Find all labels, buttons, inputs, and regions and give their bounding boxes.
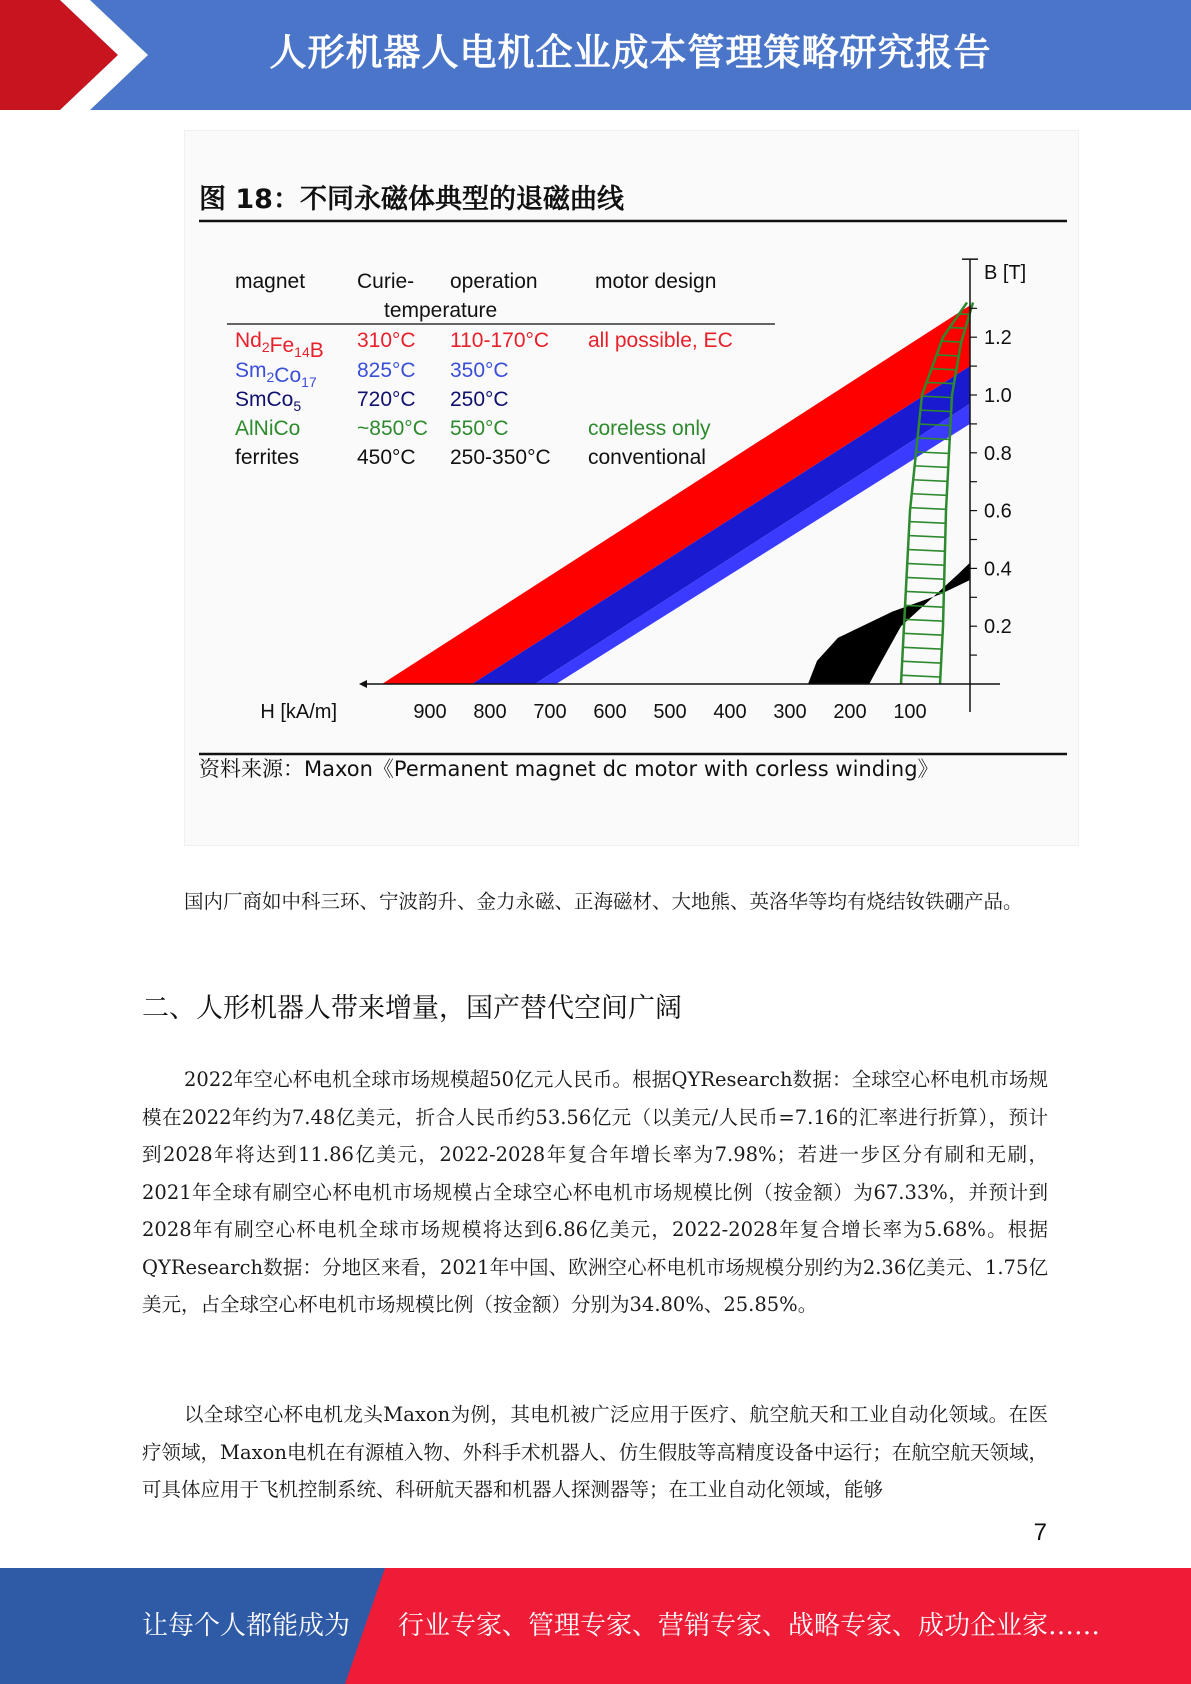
table-magnet-name: $Nd_2Fe_{14}B$	[235, 329, 324, 362]
table-header-curie-2: temperature	[384, 299, 498, 322]
table-operation-temp: 110-170°C	[450, 329, 550, 352]
figure-title: 图 18：不同永磁体典型的退磁曲线	[199, 184, 624, 215]
x-axis-label: H [kA/m]	[260, 701, 337, 723]
figure-source: 资料来源：Maxon《Permanent magnet dc motor with corless winding》	[199, 757, 939, 781]
alnico-hatch-line	[830, 546, 1000, 554]
alnico-hatch-line	[830, 560, 1000, 568]
alnico-hatch-line	[830, 574, 1000, 582]
y-axis-label: B [T]	[984, 262, 1027, 285]
x-tick-label: 100	[893, 701, 927, 723]
x-tick-label: 800	[473, 701, 507, 723]
table-header-operation: operation	[450, 270, 538, 293]
y-tick-label: 0.2	[984, 616, 1012, 639]
table-operation-temp: 550°C	[450, 417, 509, 440]
table-operation-temp: 250-350°C	[450, 446, 551, 469]
x-tick-label: 300	[773, 701, 807, 723]
alnico-hatch-line	[830, 294, 1000, 302]
table-header-design: motor design	[595, 270, 717, 293]
table-header-magnet: magnet	[235, 270, 306, 293]
alnico-hatch-line	[830, 588, 1000, 596]
alnico-hatch-line	[830, 308, 1000, 316]
table-magnet-name: SmCo$_5$	[235, 388, 302, 414]
x-tick-label: 700	[533, 701, 567, 723]
table-curie-temp: 825°C	[357, 359, 416, 382]
series-ferrites	[808, 563, 970, 684]
alnico-hatch-line	[830, 616, 1000, 624]
x-tick-label: 900	[413, 701, 447, 723]
y-tick-label: 0.8	[984, 442, 1012, 465]
x-tick-label: 200	[833, 701, 867, 723]
table-header-curie: Curie-	[357, 270, 415, 293]
alnico-hatch-line	[830, 532, 1000, 540]
page-header	[0, 0, 1191, 110]
figure-18	[184, 130, 1079, 846]
x-axis-arrow	[359, 680, 367, 688]
report-title: 人形机器人电机企业成本管理策略研究报告	[269, 31, 992, 74]
y-tick-label: 1.2	[984, 327, 1012, 350]
table-motor-design: conventional	[588, 446, 706, 469]
table-magnet-name: AlNiCo	[235, 417, 301, 440]
page-number: 7	[1033, 1519, 1047, 1546]
table-magnet-name: $Sm_2Co_{17}$	[235, 359, 317, 390]
table-curie-temp: 720°C	[357, 388, 416, 411]
table-curie-temp: ~850°C	[357, 417, 428, 440]
y-tick-label: 0.6	[984, 500, 1012, 523]
paragraph-market-size: 2022年空心杯电机全球市场规模超50亿元人民币。根据QYResearch数据：全球空心杯电机市场规模在2022年约为7.48亿美元，折合人民币约53.56亿元（以美元/人民币=7.16的汇率进行折算），预计到2028年将达到11.86亿美元，2022-2028年复合年增长率为7.98%；若进一步区分有刷和无刷，2021年全球有刷空心杯电机市场规模占全球空心杯电机市场规模比例（按金额）为67.33%，并预计到2028年有刷空心杯电机全球市场规模将达到6.86亿美元，2022-2028年复合增长率为5.68%。根据QYResearch数据：分地区来看，2021年中国、欧洲空心杯电机市场规模分别约为2.36亿美元、1.75亿美元，占全球空心杯电机市场规模比例（按金额）分别为34.80%、25.85%。	[142, 1068, 1048, 1316]
magnet-table	[227, 270, 775, 469]
table-magnet-name: ferrites	[235, 446, 300, 469]
paragraph-manufacturers: 国内厂商如中科三环、宁波韵升、金力永磁、正海磁材、大地熊、英洛华等均有烧结钕铁硼产品。	[184, 890, 1023, 913]
alnico-hatch-line	[830, 322, 1000, 330]
x-tick-label: 500	[653, 701, 687, 723]
table-curie-temp: 310°C	[357, 329, 416, 352]
footer-slogan-left: 让每个人都能成为	[142, 1611, 351, 1641]
y-tick-label: 0.4	[984, 558, 1012, 581]
header-arrow-decoration	[0, 0, 150, 110]
section-heading: 二、人形机器人带来增量，国产替代空间广阔	[142, 993, 682, 1024]
page-footer	[0, 1568, 1191, 1684]
alnico-hatch-line	[830, 518, 1000, 526]
y-tick-label: 1.0	[984, 385, 1012, 407]
paragraph-maxon: 以全球空心杯电机龙头Maxon为例，其电机被广泛应用于医疗、航空航天和工业自动化领域。在医疗领域，Maxon电机在有源植入物、外科手术机器人、仿生假肢等高精度设备中运行；在航空航天领域，可具体应用于飞机控制系统、科研航天器和机器人探测器等；在工业自动化领域，能够	[142, 1403, 1048, 1501]
table-motor-design: coreless only	[588, 417, 711, 440]
footer-slogan-right: 行业专家、管理专家、营销专家、战略专家、成功企业家……	[398, 1611, 1101, 1641]
x-tick-label: 600	[593, 701, 627, 723]
x-tick-label: 400	[713, 701, 747, 723]
table-operation-temp: 350°C	[450, 359, 509, 382]
table-operation-temp: 250°C	[450, 388, 509, 411]
table-motor-design: all possible, EC	[588, 329, 733, 352]
table-curie-temp: 450°C	[357, 446, 416, 469]
